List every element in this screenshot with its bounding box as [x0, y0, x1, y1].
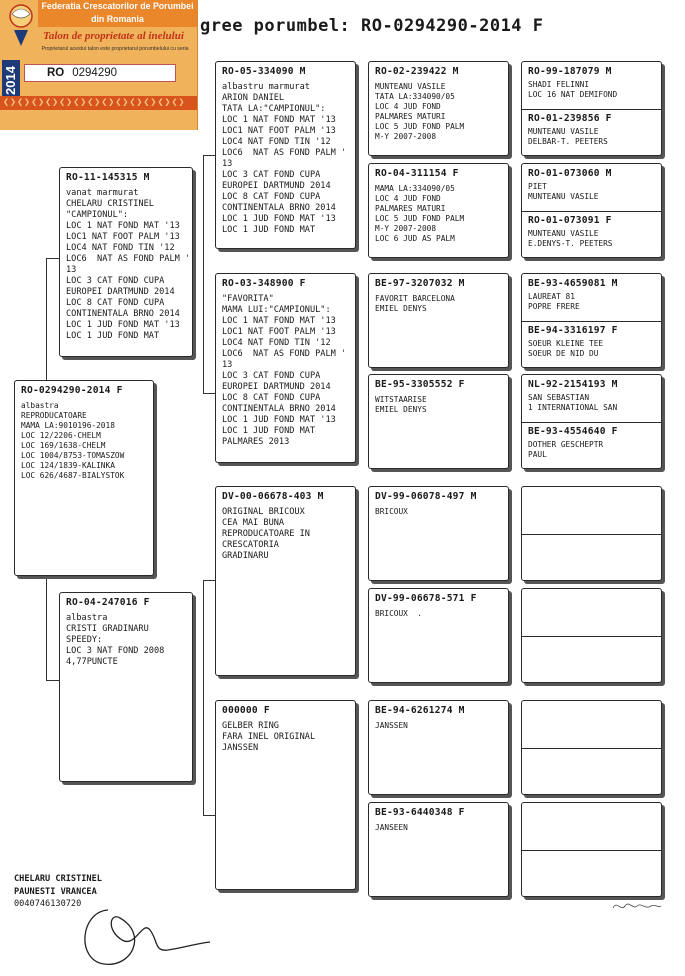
connector-line	[203, 393, 215, 394]
ring-number: BE-93-4554640 F	[528, 426, 618, 437]
great-grandparent-card	[368, 700, 509, 795]
card-divider	[522, 211, 661, 212]
gggp-bottom	[522, 109, 661, 147]
ring-number: RO-02-239422 M	[375, 66, 459, 77]
card-divider	[522, 109, 661, 110]
pigeon-details: PIET MUNTEANU VASILE	[528, 182, 599, 201]
breeder-address: PAUNESTI VRANCEA	[14, 886, 97, 897]
card-divider	[522, 636, 661, 637]
ring-number: NL-92-2154193 M	[528, 379, 618, 390]
great-grandparent-card	[368, 486, 509, 581]
sticker-ring-number	[24, 64, 176, 82]
ring-number: RO-01-239856 F	[528, 113, 612, 124]
breeder-phone: 0040746130720	[14, 899, 82, 909]
ring-number: RO-01-073060 M	[528, 168, 612, 179]
card-divider	[522, 748, 661, 749]
breeder-signature-icon	[70, 900, 215, 972]
dam-card	[59, 592, 193, 782]
sticker-year: 2014	[2, 60, 20, 102]
gggp-top	[522, 375, 661, 422]
connector-line	[203, 155, 215, 156]
ring-number: 000000 F	[222, 705, 270, 716]
great-grandparent-card	[368, 374, 509, 469]
ring-number: DV-00-06678-403 M	[222, 491, 324, 502]
gggp-top	[522, 62, 661, 109]
pigeon-details: SHADI FELINNI LOC 16 NAT DEMIFOND	[528, 80, 618, 99]
connector-line	[203, 155, 204, 393]
great-grandparent-card	[368, 588, 509, 683]
gggp-card-empty	[521, 802, 662, 897]
federation-name: Federatia Crescatorilor de Porumbei din Romania	[38, 0, 197, 27]
ring-number: BE-97-3207032 M	[375, 278, 465, 289]
sticker-pattern-band: ❮❯❮❯❮❯❮❯❮❯❮❯❮❯❮❯❮❯❮❯❮❯❮❯❮❯	[0, 96, 197, 110]
pigeon-details: albastra REPRODUCATOARE MAMA LA:9010196-2018 LOC 12/2206-CHELM LOC 169/1638-CHELM LOC 1004/8753-TOMASZOW LOC 124/1839-KALINKA LOC 626/4687-BIALYSTOK	[21, 401, 125, 480]
pigeon-details: "FAVORITA" MAMA LUI:"CAMPIONUL": LOC 1 NAT FOND MAT '13 LOC1 NAT FOOT PALM '13 LOC4 NAT FOND TIN '12 LOC6 NAT AS FOND PALM ' 13 LOC 3 CAT FOND CUPA EUROPEI DARTMUND 2014 LOC 8 CAT FOND CUPA CONTINENTALA BRNO 2014 LOC 1 JUD FOND MAT '13 LOC 1 JUD FOND MAT PALMARES 2013	[222, 294, 347, 447]
connector-line	[203, 580, 215, 581]
gggp-card	[521, 273, 662, 368]
ring-number: RO-11-145315 M	[66, 172, 150, 183]
pigeon-details: SAN SEBASTIAN 1 INTERNATIONAL SAN	[528, 393, 618, 412]
gggp-card	[521, 61, 662, 156]
federation-logo-icon	[4, 2, 38, 52]
ring-number: RO-05-334090 M	[222, 66, 306, 77]
gggp-card	[521, 163, 662, 258]
gggp-bottom	[522, 211, 661, 249]
ring-number: RO-04-247016 F	[66, 597, 150, 608]
pigeon-details: BRICOUX .	[375, 609, 422, 618]
great-grandparent-card	[368, 61, 509, 156]
great-grandparent-card	[368, 802, 509, 897]
gggp-card-empty	[521, 700, 662, 795]
card-divider	[522, 850, 661, 851]
gggp-top	[522, 164, 661, 211]
ring-number: DV-99-06078-497 M	[375, 491, 477, 502]
connector-line	[46, 578, 47, 680]
subject-pigeon-card	[14, 380, 154, 576]
pigeon-details: MUNTEANU VASILE E.DENYS-T. PEETERS	[528, 229, 613, 248]
grandsire-paternal-card	[215, 61, 356, 249]
gggp-card	[521, 374, 662, 469]
pigeon-details: DOTHER GESCHEPTR PAUL	[528, 440, 604, 459]
ring-number: RO-99-187079 M	[528, 66, 612, 77]
pigeon-details: vanat marmurat CHELARU CRISTINEL "CAMPIONUL": LOC 1 NAT FOND MAT '13 LOC1 NAT FOOT PALM '13 LOC4 NAT FOND TIN '12 LOC6 NAT AS FOND PALM ' 13 LOC 3 CAT FOND CUPA EUROPEI DARTMUND 2014 LOC 8 CAT FOND CUPA CONTINENTALA BRNO 2014 LOC 1 JUD FOND MAT '13 LOC 1 JUD FOND MAT	[66, 188, 191, 341]
connector-line	[46, 680, 60, 681]
pigeon-details: GELBER RING FARA INEL ORIGINAL JANSSEN	[222, 721, 316, 753]
pigeon-details: MAMA LA:334090/05 LOC 4 JUD FOND PALMARES MATURI LOC 5 JUD FOND PALM M-Y 2007-2008 LOC 6 JUD AS PALM	[375, 184, 465, 243]
connector-line	[203, 580, 204, 815]
ring-number: BE-95-3305552 F	[375, 379, 465, 390]
pigeon-details: BRICOUX	[375, 507, 408, 516]
pigeon-details: albastru marmurat ARION DANIEL TATA LA:"CAMPIONUL": LOC 1 NAT FOND MAT '13 LOC1 NAT FOOT PALM '13 LOC4 NAT FOND TIN '12 LOC6 NAT AS FOND PALM ' 13 LOC 3 CAT FOND CUPA EUROPEI DARTMUND 2014 LOC 8 CAT FOND CUPA CONTINENTALA BRNO 2014 LOC 1 JUD FOND MAT '13 LOC 1 JUD FOND MAT	[222, 82, 347, 235]
pigeon-details: ORIGINAL BRICOUX CEA MAI BUNA REPRODUCATOARE IN CRESCATORIA GRADINARU	[222, 507, 310, 561]
ring-number: BE-94-3316197 F	[528, 325, 618, 336]
ring-number: BE-94-6261274 M	[375, 705, 465, 716]
page-title: gree porumbel: RO-0294290-2014 F	[200, 16, 544, 36]
granddam-paternal-card	[215, 273, 356, 463]
great-grandparent-card	[368, 163, 509, 258]
pigeon-details: JANSSEN	[375, 721, 408, 730]
gggp-card-empty	[521, 588, 662, 683]
designer-signature-icon	[611, 898, 663, 914]
ring-number: DV-99-06678-571 F	[375, 593, 477, 604]
connector-line	[46, 258, 47, 380]
pigeon-details: SOEUR KLEINE TEE SOEUR DE NID DU	[528, 339, 604, 358]
gggp-card-empty	[521, 486, 662, 581]
pigeon-details: albastra CRISTI GRADINARU SPEEDY: LOC 3 NAT FOND 2008 4,77PUNCTE	[66, 613, 165, 667]
sticker-number: 0294290	[72, 67, 118, 79]
ring-certificate-sticker	[0, 0, 198, 130]
gggp-bottom	[522, 321, 661, 359]
pigeon-details: WITSTAARISE EMIEL DENYS	[375, 395, 427, 414]
gggp-bottom	[522, 422, 661, 460]
pigeon-details: MUNTEANU VASILE DELBAR-T. PEETERS	[528, 127, 608, 146]
card-divider	[522, 534, 661, 535]
card-divider	[522, 422, 661, 423]
pigeon-details: MUNTEANU VASILE TATA LA:334090/05 LOC 4 JUD FOND PALMARES MATURI LOC 5 JUD FOND PALM M-Y 2007-2008	[375, 82, 465, 141]
grandsire-maternal-card	[215, 486, 356, 676]
card-divider	[522, 321, 661, 322]
breeder-name: CHELARU CRISTINEL	[14, 874, 102, 884]
sticker-prefix: RO	[47, 67, 65, 79]
pigeon-details: FAVORIT BARCELONA EMIEL DENYS	[375, 294, 455, 313]
great-grandparent-card	[368, 273, 509, 368]
ring-number: RO-0294290-2014 F	[21, 385, 123, 396]
connector-line	[203, 815, 215, 816]
ring-number: RO-01-073091 F	[528, 215, 612, 226]
pigeon-details: LAUREAT 81 POPRE FRERE	[528, 292, 580, 311]
sticker-subtitle: Proprietarul acestui talon este proprietarul porumbelului cu seria	[41, 46, 189, 52]
ring-number: RO-04-311154 F	[375, 168, 459, 179]
ring-number: RO-03-348900 F	[222, 278, 306, 289]
pigeon-details: JANSEEN	[375, 823, 408, 832]
granddam-maternal-card	[215, 700, 356, 890]
ring-number: BE-93-6440348 F	[375, 807, 465, 818]
sticker-title: Talon de proprietate al inelului	[43, 30, 184, 42]
gggp-top	[522, 274, 661, 321]
sire-card	[59, 167, 193, 357]
ring-number: BE-93-4659081 M	[528, 278, 618, 289]
